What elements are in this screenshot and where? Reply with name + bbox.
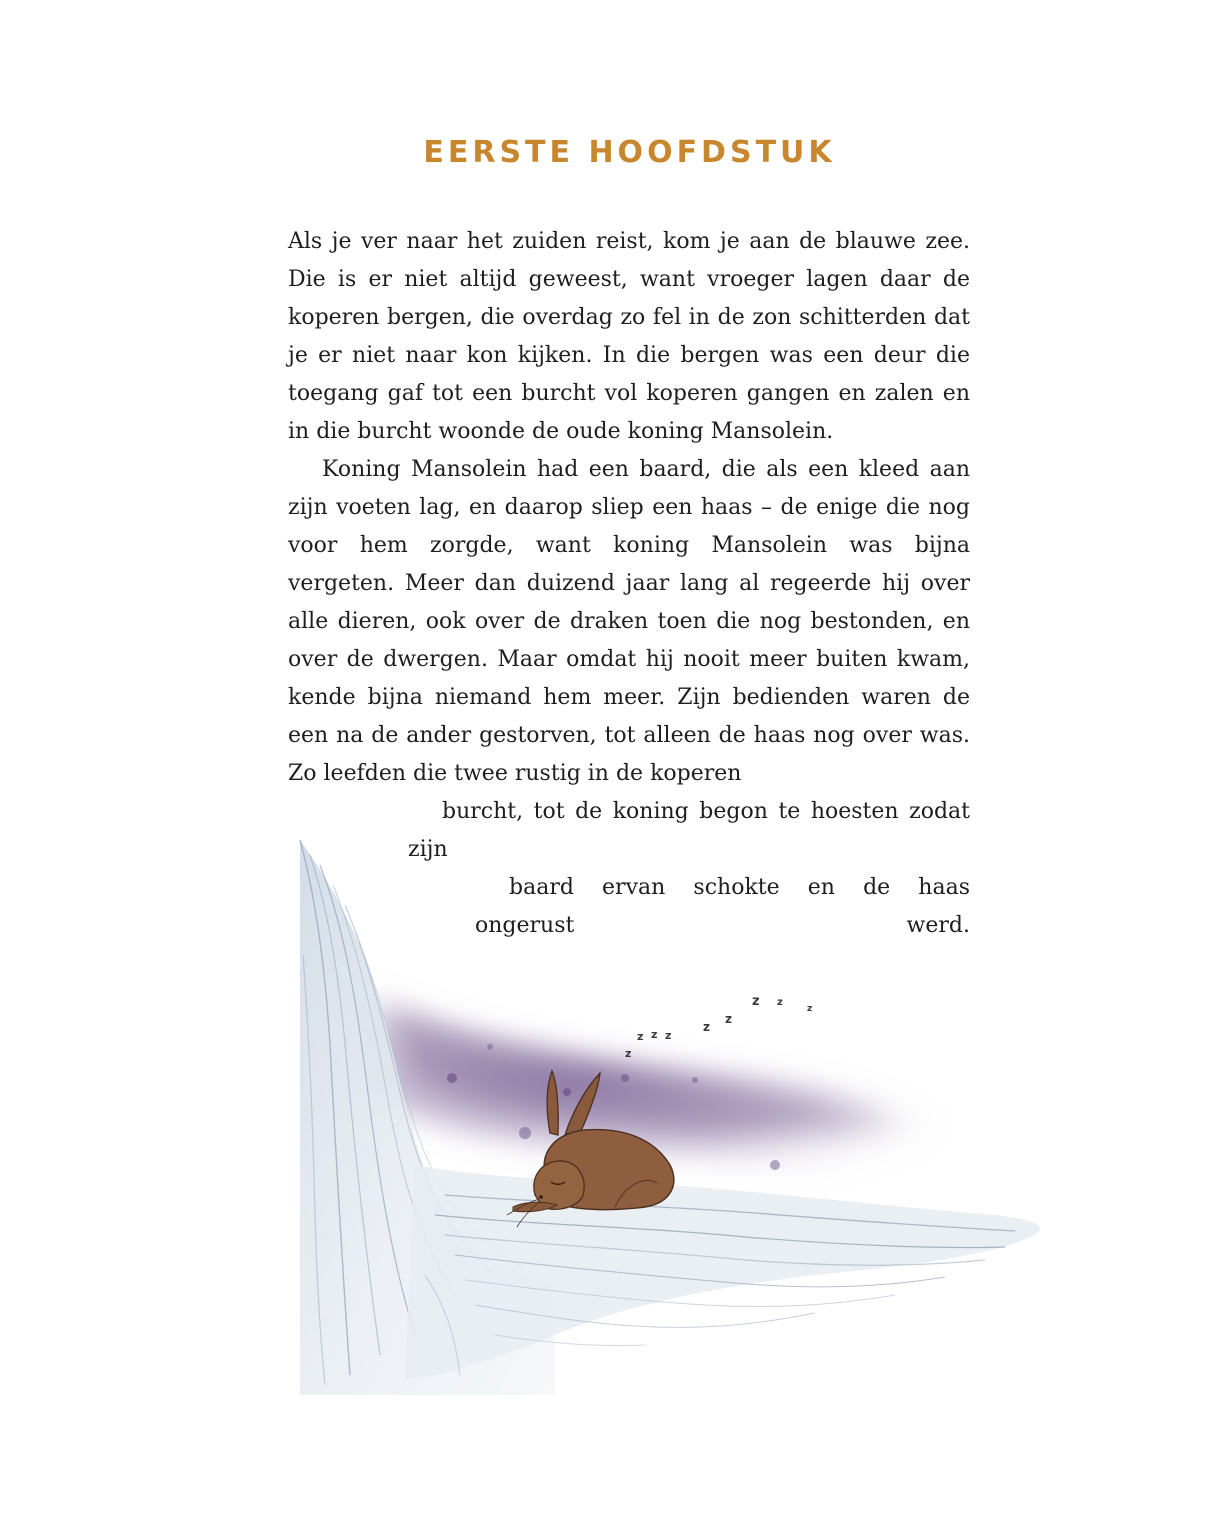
snore-z: z <box>725 1012 732 1026</box>
paragraph-2-line-last: baard ervan schokte en de haas ongerust werd. <box>475 875 970 938</box>
snore-z: z <box>665 1029 672 1042</box>
chapter-title: EERSTE HOOFDSTUK <box>423 135 836 170</box>
paragraph-2-line-indented: burcht, tot de koning begon te hoesten zodat zijn <box>408 799 970 862</box>
snore-z: z <box>651 1028 658 1041</box>
paragraph-1: Als je ver naar het zuiden reist, kom je aan de blauwe zee. Die is er niet altijd geweest, want vroeger lagen daar de koperen bergen, die overdag zo fel in de zon schitterden dat je er niet naar kon kijken. In die bergen was een deur die toegang gaf tot een burcht vol koperen gangen en zalen en in die burcht woonde de oude koning Mansolein. <box>288 229 970 444</box>
snore-z: z <box>625 1047 632 1060</box>
snore-z: z <box>777 997 783 1008</box>
snore-marks <box>625 994 812 1060</box>
snore-z: z <box>703 1020 710 1034</box>
snore-z: z <box>637 1030 644 1043</box>
snore-z: z <box>752 994 760 1009</box>
paragraph-2-body: Koning Mansolein had een baard, die als een kleed aan zijn voeten lag, en daarop sliep een haas – de enige die nog voor hem zorgde, want koning Mansolein was bijna vergeten. Meer dan duizend jaar lang al regeerde hij over alle dieren, ook over de draken toen die nog bestonden, en over de dwergen. Maar omdat hij nooit meer buiten kwam, kende bijna niemand hem meer. Zijn bedienden waren de een na de ander gestorven, tot alleen de haas nog over was. Zo leefden die twee rustig in de koperen <box>288 457 970 786</box>
beard-carpet <box>405 1165 1040 1380</box>
purple-wash <box>355 985 1025 1185</box>
sleeping-hare-illustration <box>295 835 1055 1395</box>
snore-z: z <box>807 1004 813 1014</box>
